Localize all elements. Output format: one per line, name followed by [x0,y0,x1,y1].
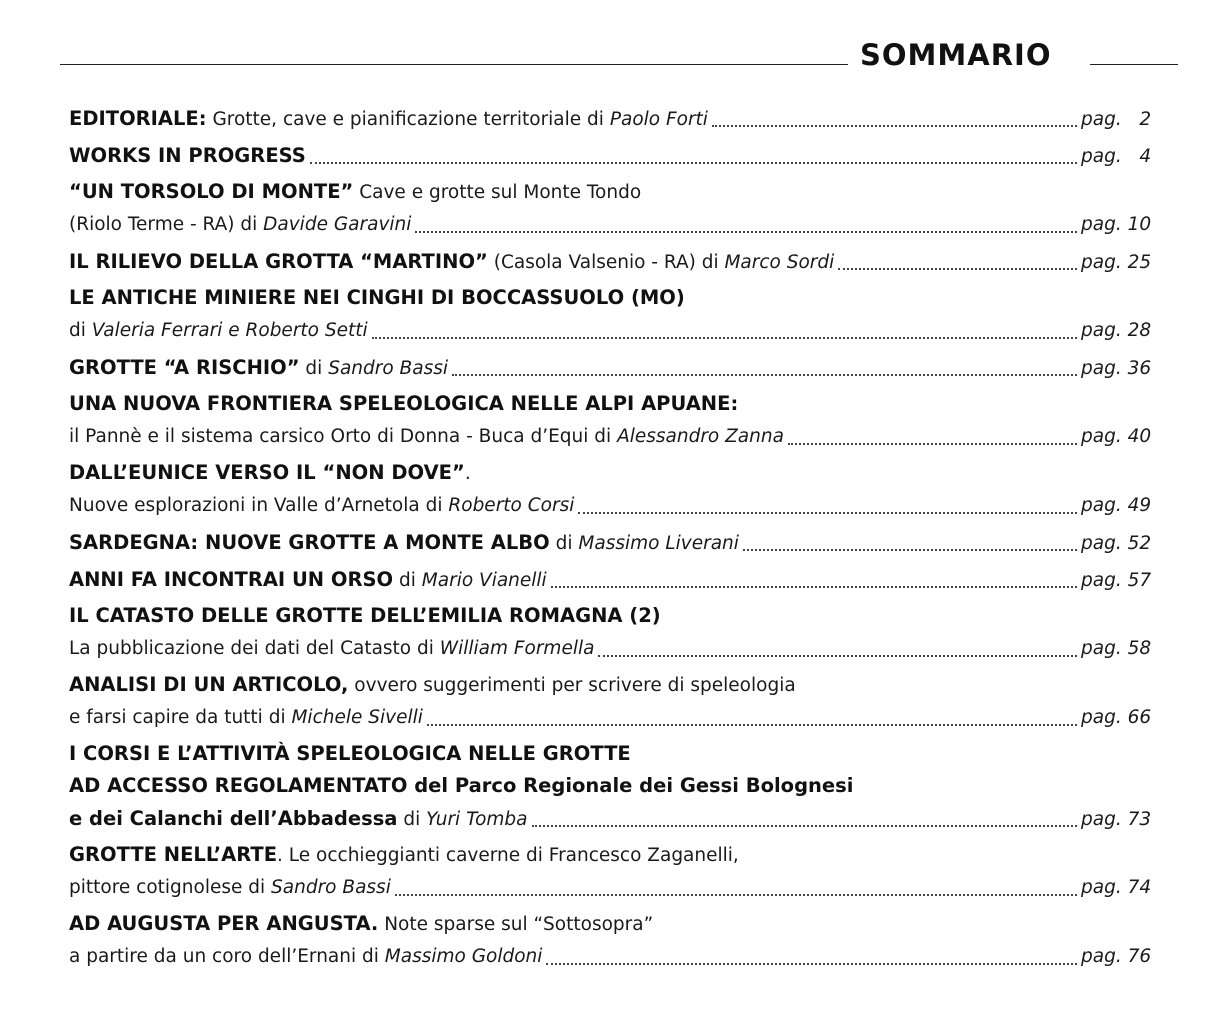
toc-line [69,632,1165,666]
toc-line [69,245,1165,279]
dot-leader [788,443,1077,445]
entry-text: Nuove esplorazioni in Valle d’Arnetola di [69,495,449,516]
table-of-contents [69,102,1165,977]
toc-line [69,600,1165,632]
toc-entry [69,176,1165,242]
dot-leader [310,162,1077,164]
dot-leader [532,825,1077,827]
page-reference[interactable]: pag. 73 [1081,809,1152,830]
entry-text: il Pannè e il sistema carsico Orto di Donna - Buca d’Equi di [69,426,618,447]
toc-line [69,701,1165,735]
dot-leader [372,337,1077,339]
entry-text: La pubblicazione dei dati del Catasto di [69,638,440,659]
toc-line [69,139,1165,173]
entry-text: . [464,463,471,484]
dot-leader [395,894,1077,896]
entry-title: GROTTE “A RISCHIO” [69,356,300,379]
page-reference[interactable]: pag. 57 [1081,570,1152,591]
page-reference[interactable]: pag. 10 [1081,214,1152,235]
dot-leader [743,549,1077,551]
dot-leader [578,512,1077,514]
entry-text: . Le occhieggianti caverne di Francesco Zaganelli, [277,845,739,866]
toc-line [69,388,1165,420]
toc-line [69,839,1165,871]
toc-entry [69,526,1165,560]
toc-entry [69,388,1165,454]
entry-title: IL RILIEVO DELLA GROTTA “MARTINO” [69,250,488,273]
page-title: SOMMARIO [860,38,1052,72]
toc-line [69,489,1165,523]
entry-author: Sandro Bassi [271,877,391,898]
toc-line [69,351,1165,385]
entry-title: EDITORIALE: [69,107,207,130]
page-reference[interactable]: pag. 52 [1081,533,1152,554]
page-reference[interactable]: pag. 66 [1081,707,1152,728]
toc-line [69,314,1165,348]
page-reference[interactable]: pag. 25 [1081,252,1152,273]
page-reference[interactable]: pag. 40 [1081,426,1152,447]
dot-leader [427,724,1077,726]
toc-entry [69,245,1165,279]
dot-leader [452,374,1077,376]
entry-title: AD ACCESSO REGOLAMENTATO del Parco Regionale dei Gessi Bolognesi [69,774,854,797]
entry-author: Yuri Tomba [426,809,528,830]
toc-entry [69,839,1165,905]
toc-line [69,102,1165,136]
page-reference[interactable]: pag. 76 [1081,946,1152,967]
entry-title: DALL’EUNICE VERSO IL “NON DOVE” [69,461,465,484]
toc-line [69,908,1165,940]
entry-title: SARDEGNA: NUOVE GROTTE A MONTE ALBO [69,531,550,554]
header-rule-left [60,64,848,65]
toc-line [69,526,1165,560]
entry-text: pittore cotignolese di [69,877,272,898]
entry-text: ovvero suggerimenti per scrivere di speleologia [348,675,796,696]
toc-entry [69,563,1165,597]
entry-author: William Formella [439,638,595,659]
toc-line [69,871,1165,905]
entry-text: di [397,809,427,830]
entry-author: Massimo Liverani [578,533,739,554]
entry-text: Cave e grotte sul Monte Tondo [353,182,642,203]
toc-entry [69,908,1165,974]
entry-title: e dei Calanchi dell’Abbadessa [69,807,398,830]
toc-entry [69,139,1165,173]
toc-entry [69,282,1165,348]
dot-leader [598,655,1077,657]
entry-text: (Casola Valsenio - RA) di [487,252,725,273]
dot-leader [551,586,1077,588]
page-reference[interactable]: pag. 2 [1081,109,1152,130]
toc-entry [69,351,1165,385]
toc-line [69,208,1165,242]
entry-text: di [393,570,422,591]
toc-line [69,420,1165,454]
page-reference[interactable]: pag. 58 [1081,638,1152,659]
dot-leader [546,963,1077,965]
entry-title: “UN TORSOLO DI MONTE” [69,180,354,203]
entry-title: I CORSI E L’ATTIVITÀ SPELEOLOGICA NELLE GROTTE [69,742,631,765]
entry-author: Michele Sivelli [291,707,423,728]
toc-entry [69,600,1165,666]
header [60,36,1178,76]
entry-title: GROTTE NELL’ARTE [69,843,278,866]
toc-line [69,282,1165,314]
entry-text: di [299,358,329,379]
page-reference[interactable]: pag. 28 [1081,320,1152,341]
entry-text: a partire da un coro dell’Ernani di [69,946,385,967]
entry-author: Paolo Forti [609,109,708,130]
page-reference[interactable]: pag. 74 [1081,877,1152,898]
entry-text: Note sparse sul “Sottosopra” [378,914,654,935]
toc-line [69,457,1165,489]
dot-leader [712,125,1077,127]
entry-title: ANALISI DI UN ARTICOLO, [69,673,349,696]
entry-text: Grotte, cave e pianificazione territoriale di [206,109,610,130]
entry-text: di [549,533,579,554]
entry-text: di [69,320,92,341]
toc-entry [69,738,1165,836]
header-rule-right [1090,64,1178,65]
toc-entry [69,457,1165,523]
toc-line [69,176,1165,208]
entry-text: e farsi capire da tutti di [69,707,292,728]
toc-line [69,770,1165,802]
entry-author: Alessandro Zanna [617,426,784,447]
entry-text: (Riolo Terme - RA) di [69,214,264,235]
entry-title: IL CATASTO DELLE GROTTE DELL’EMILIA ROMAGNA (2) [69,604,661,627]
toc-line [69,738,1165,770]
entry-title: ANNI FA INCONTRAI UN ORSO [69,568,394,591]
dot-leader [838,268,1077,270]
toc-line [69,563,1165,597]
toc-entry [69,669,1165,735]
entry-title: LE ANTICHE MINIERE NEI CINGHI DI BOCCASSUOLO (MO) [69,286,685,309]
toc-entry [69,102,1165,136]
entry-author: Sandro Bassi [328,358,449,379]
toc-line [69,940,1165,974]
toc-line [69,669,1165,701]
page-reference[interactable]: pag. 36 [1081,358,1152,379]
toc-line [69,802,1165,836]
entry-author: Massimo Goldoni [384,946,543,967]
entry-author: Marco Sordi [724,252,835,273]
entry-author: Valeria Ferrari e Roberto Setti [91,320,368,341]
dot-leader [415,231,1077,233]
entry-title: UNA NUOVA FRONTIERA SPELEOLOGICA NELLE ALPI APUANE: [69,392,739,415]
entry-title: AD AUGUSTA PER ANGUSTA. [69,912,379,935]
entry-author: Mario Vianelli [421,570,547,591]
entry-author: Davide Garavini [263,214,412,235]
entry-author: Roberto Corsi [448,495,575,516]
page-reference[interactable]: pag. 4 [1081,146,1152,167]
entry-title: WORKS IN PROGRESS [69,144,306,167]
page-reference[interactable]: pag. 49 [1081,495,1152,516]
